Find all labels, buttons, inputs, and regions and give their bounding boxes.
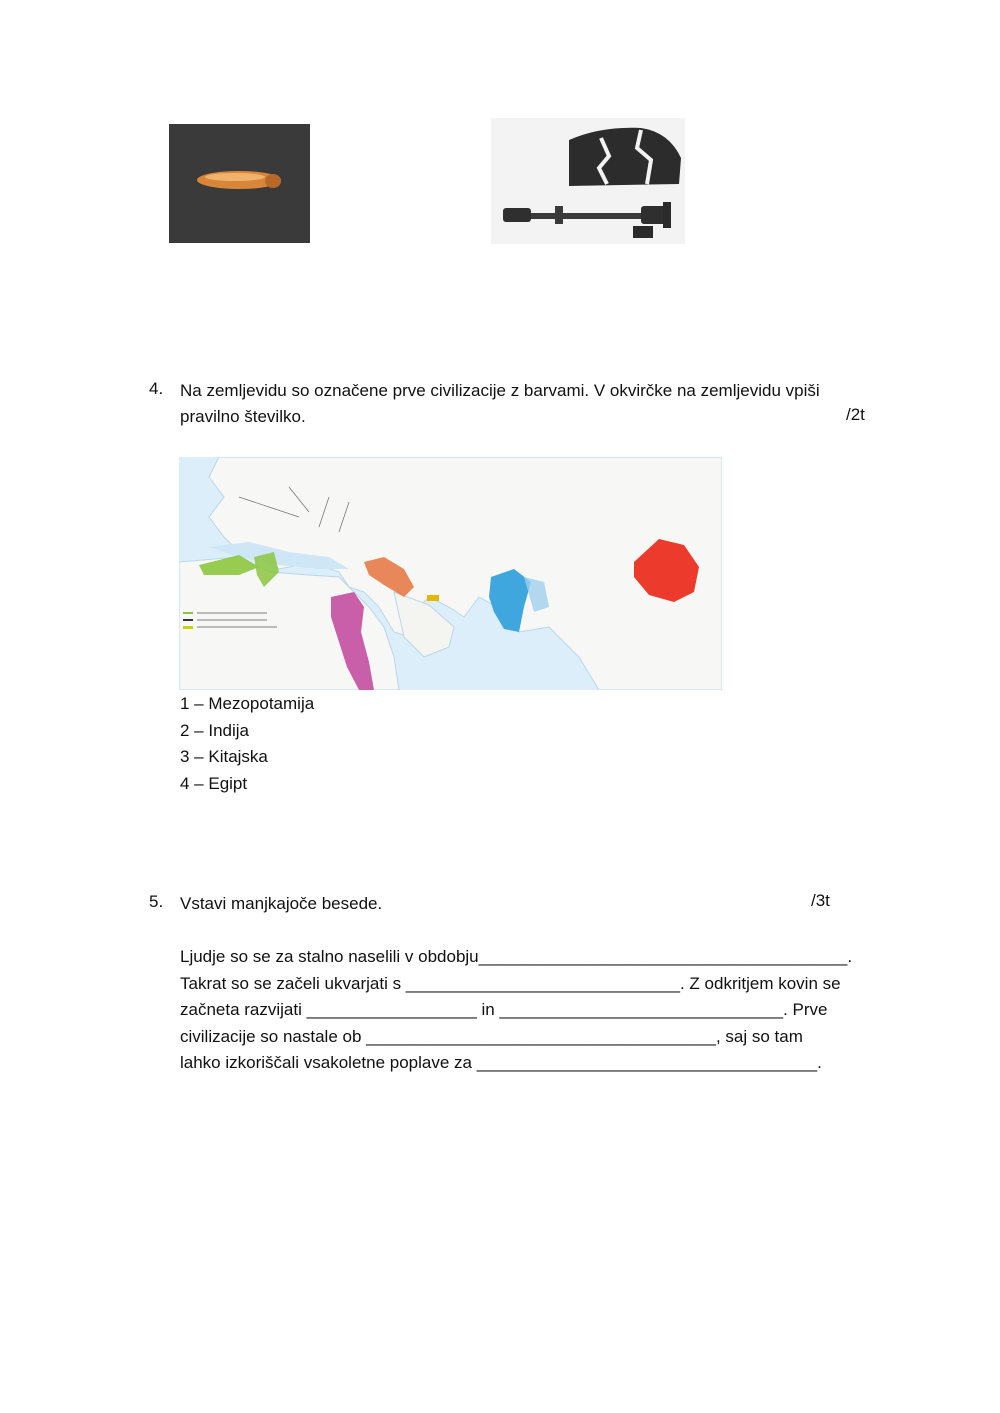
fill-line-2[interactable]: Takrat so se začeli ukvarjati s _____________________________. Z odkritjem kovin se [180,973,841,993]
question-4-line-2: pravilno številko. [180,407,306,426]
fill-line-5[interactable]: lahko izkoriščali vsakoletne poplave za ____________________________________. [180,1053,822,1072]
fill-line-1[interactable]: Ljudje so se za stalno naselili v obdobju_______________________________________. [180,947,853,966]
question-4-line-1: Na zemljevidu so označene prve civilizacije z barvami. V okvirčke na zemljevidu vpiši [180,381,820,400]
question-5-number: 5. [149,892,164,911]
bone-artifact-photo [169,124,310,243]
question-4-text [180,378,820,430]
civilizations-map [179,457,722,690]
legend-item-2: 2 – Indija [180,720,249,740]
fill-line-4[interactable]: civilizacije so nastale ob _____________________________________, saj so tam [180,1026,803,1046]
question-4-number: 4. [149,379,164,398]
question-5-points: /3t [811,891,830,910]
legend-item-4: 4 – Egipt [180,773,248,793]
fill-line-3[interactable]: začneta razvijati __________________ in ______________________________. Prve [180,1000,828,1019]
fill-in-text[interactable] [180,944,852,1077]
question-4-points: /2t [846,405,865,424]
civilizations-legend [180,691,314,797]
question-5-title: Vstavi manjkajoče besede. [180,894,383,913]
legend-item-1: 1 – Mezopotamija [180,694,315,713]
wheel-artifact-photo [491,118,685,244]
legend-item-3: 3 – Kitajska [180,747,268,766]
